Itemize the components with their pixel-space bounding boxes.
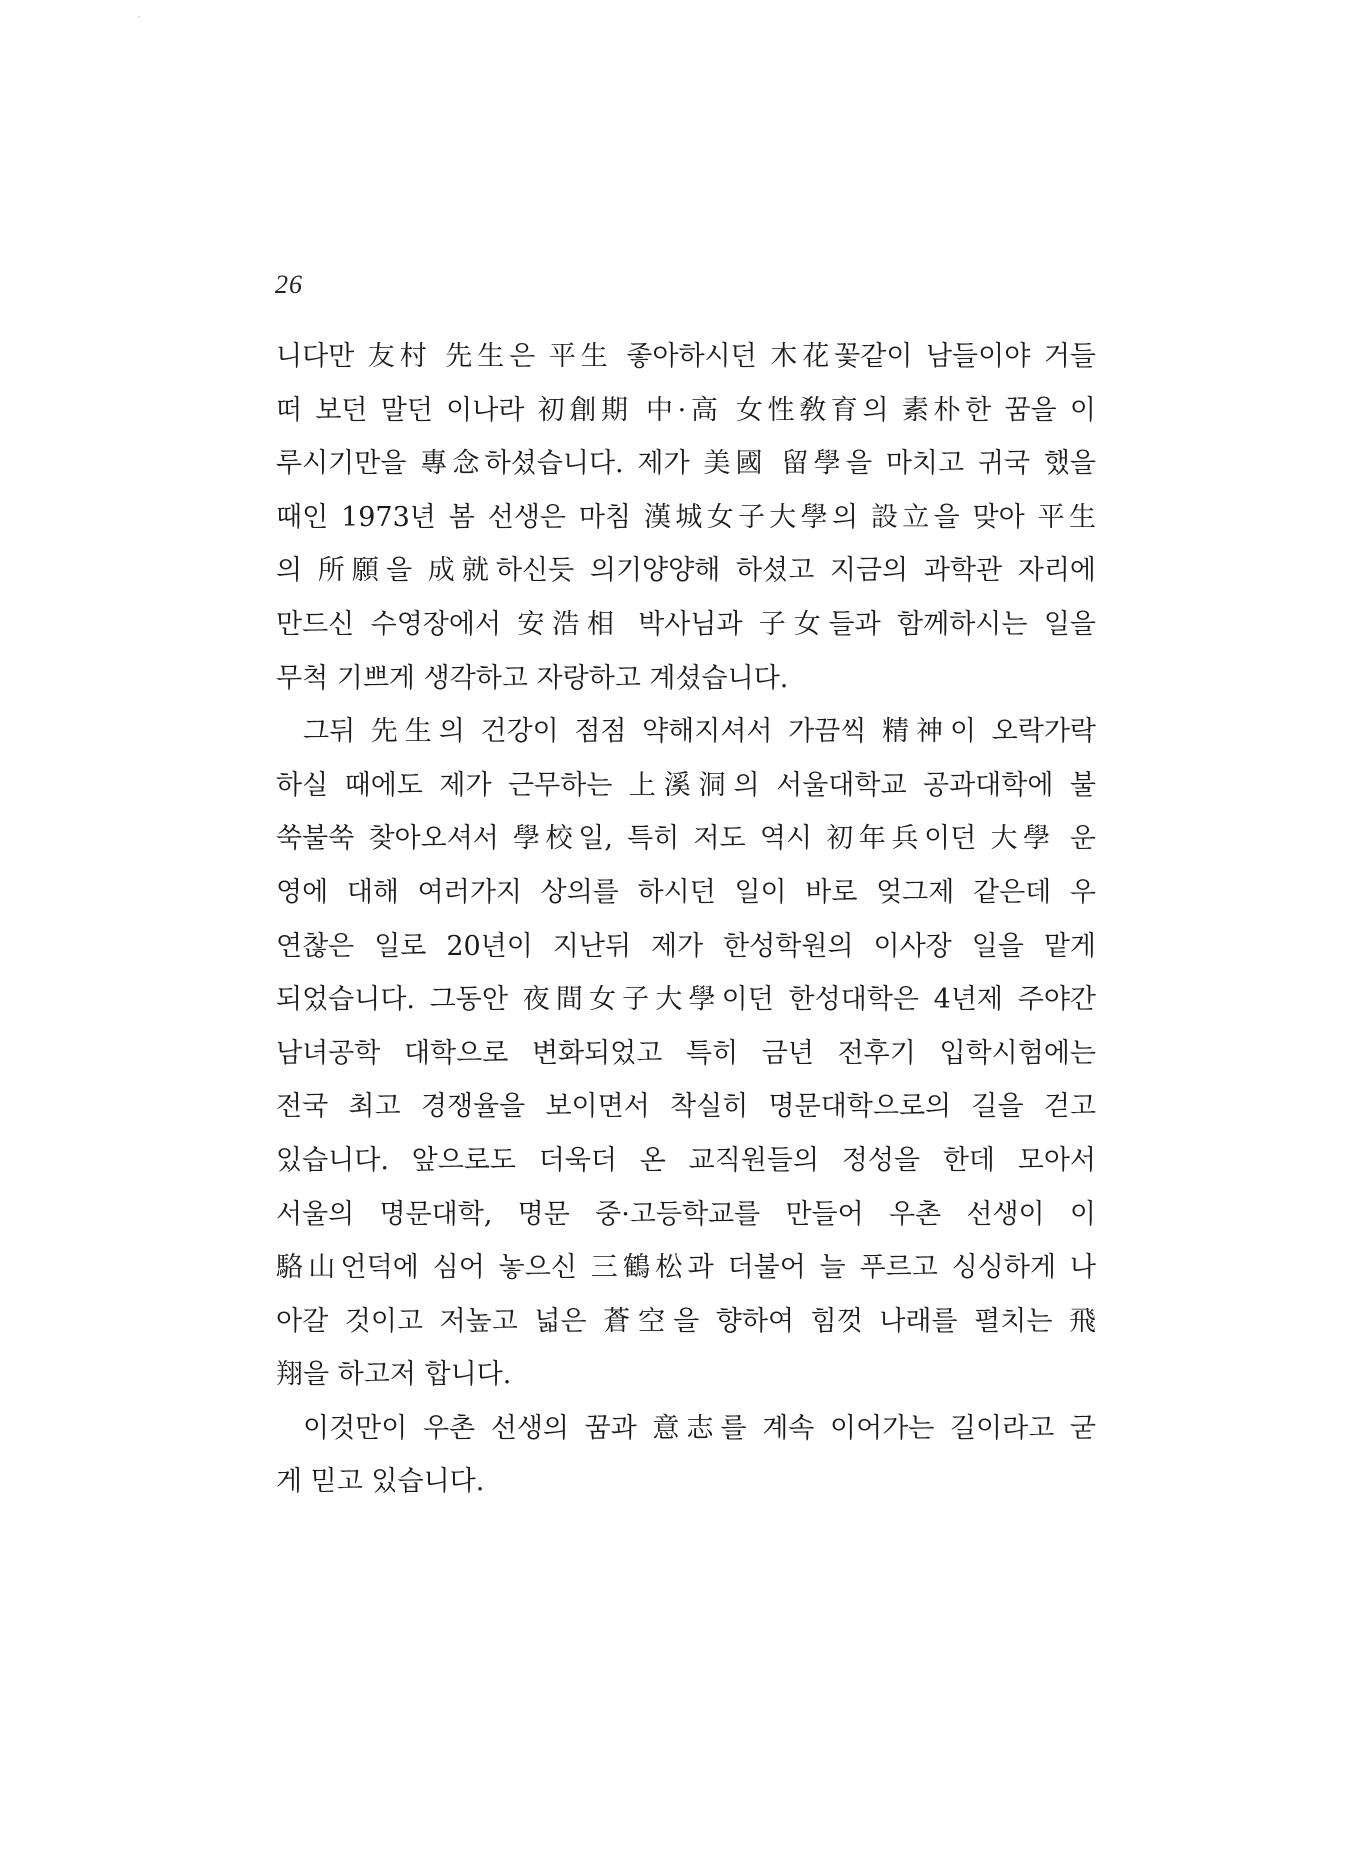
body-text xyxy=(276,330,1096,1509)
text-line: 남녀공학 대학으로 변화되었고 특히 금년 전후기 입학시험에는 xyxy=(276,1037,1096,1069)
text-line: 아갈 것이고 저높고 넓은 蒼空을 향하여 힘껏 나래를 펼치는 飛 xyxy=(276,1305,1096,1337)
text-line: 게 믿고 있습니다. xyxy=(276,1466,485,1498)
text-line: 翔을 하고저 합니다. xyxy=(276,1359,512,1391)
text-line: 만드신 수영장에서 安浩相 박사님과 子女들과 함께하시는 일을 xyxy=(276,608,1096,640)
text-line: 루시기만을 專念하셨습니다. 제가 美國 留學을 마치고 귀국 했을 xyxy=(276,448,1096,480)
text-line: 때인 1973년 봄 선생은 마침 漢城女子大學의 設立을 맞아 平生 xyxy=(276,501,1096,533)
text-line: 서울의 명문대학, 명문 중·고등학교를 만들어 우촌 선생이 이 xyxy=(276,1198,1096,1230)
text-line: 의 所願을 成就하신듯 의기양양해 하셨고 지금의 과학관 자리에 xyxy=(276,555,1096,587)
text-line: 떠 보던 말던 이나라 初創期 中·高 女性敎育의 素朴한 꿈을 이 xyxy=(276,394,1096,426)
text-line: 연찮은 일로 20년이 지난뒤 제가 한성학원의 이사장 일을 맡게 xyxy=(276,930,1096,962)
scan-speck xyxy=(138,16,140,18)
text-line: 전국 최고 경쟁율을 보이면서 착실히 명문대학으로의 길을 걷고 xyxy=(276,1091,1096,1123)
text-line: 이것만이 우촌 선생의 꿈과 意志를 계속 이어가는 길이라고 굳 xyxy=(303,1412,1096,1444)
text-line: 駱山언덕에 심어 놓으신 三鶴松과 더불어 늘 푸르고 싱싱하게 나 xyxy=(276,1252,1096,1284)
text-line: 쑥불쑥 찾아오셔서 學校일, 특히 저도 역시 初年兵이던 大學 운 xyxy=(276,823,1096,855)
text-line: 영에 대해 여러가지 상의를 하시던 일이 바로 엊그제 같은데 우 xyxy=(276,876,1096,908)
page-number: 26 xyxy=(275,270,303,299)
text-line: 무척 기쁘게 생각하고 자랑하고 계셨습니다. xyxy=(276,662,789,694)
text-line: 하실 때에도 제가 근무하는 上溪洞의 서울대학교 공과대학에 불 xyxy=(276,769,1096,801)
text-line: 그뒤 先生의 건강이 점점 약해지셔서 가끔씩 精神이 오락가락 xyxy=(303,716,1096,748)
text-line: 되었습니다. 그동안 夜間女子大學이던 한성대학은 4년제 주야간 xyxy=(276,984,1096,1016)
text-line: 있습니다. 앞으로도 더욱더 온 교직원들의 정성을 한데 모아서 xyxy=(276,1144,1096,1176)
text-line: 니다만 友村 先生은 平生 좋아하시던 木花꽃같이 남들이야 거들 xyxy=(276,341,1096,372)
